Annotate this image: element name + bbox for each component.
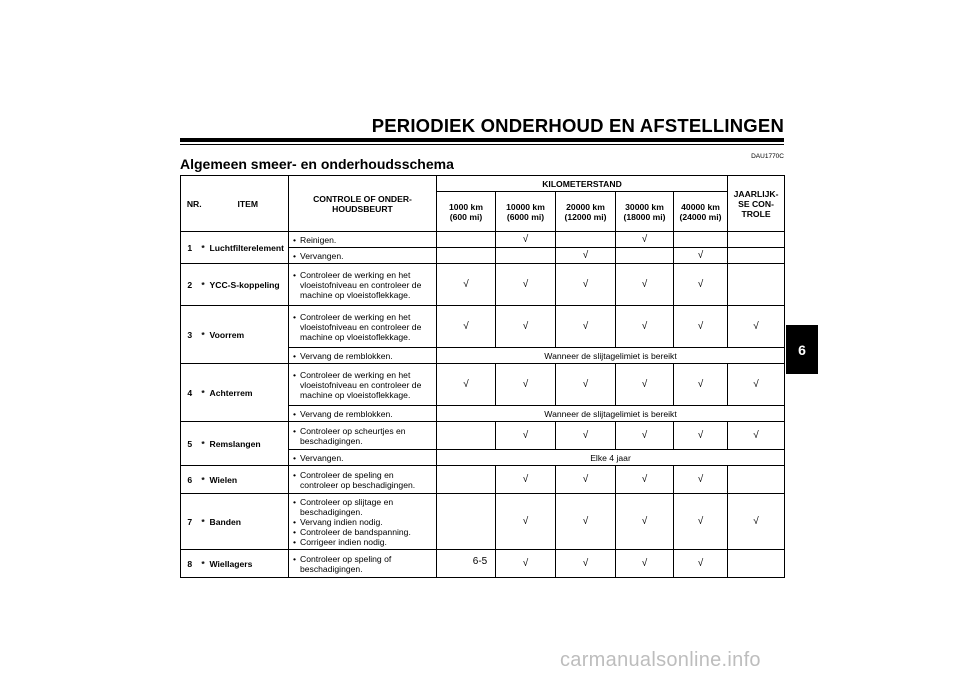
check-mark: √ bbox=[728, 422, 785, 450]
chapter-tab: 6 bbox=[786, 325, 818, 374]
header-rule bbox=[180, 138, 784, 142]
page-number: 6-5 bbox=[472, 556, 488, 567]
maintenance-schedule-table bbox=[180, 175, 785, 578]
control-action: • Vervangen. bbox=[293, 453, 434, 463]
header-control: CONTROLE OF ONDER-HOUDSBEURT bbox=[289, 176, 437, 232]
check-mark: √ bbox=[728, 364, 785, 406]
control-action: • Controleer op scheurtjes en beschadigingen. bbox=[293, 426, 434, 446]
row-number: 8 bbox=[181, 550, 199, 578]
check-mark: √ bbox=[616, 306, 674, 348]
control-action: • Controleer de speling en controleer op beschadigingen. bbox=[293, 470, 434, 490]
row-control bbox=[289, 232, 437, 248]
row-number: 7 bbox=[181, 494, 199, 550]
check-mark: √ bbox=[616, 466, 674, 494]
row-control bbox=[289, 248, 437, 264]
interval-note: Wanneer de slijtagelimiet is bereikt bbox=[437, 406, 785, 422]
row-asterisk: * bbox=[199, 550, 208, 578]
check-mark: √ bbox=[674, 264, 728, 306]
row-asterisk: * bbox=[199, 494, 208, 550]
row-item: Wielen bbox=[208, 466, 289, 494]
row-control bbox=[289, 306, 437, 348]
check-mark: √ bbox=[556, 364, 616, 406]
check-mark: √ bbox=[556, 466, 616, 494]
interval-note: Elke 4 jaar bbox=[437, 450, 785, 466]
control-action: • Reinigen. bbox=[293, 235, 434, 245]
empty-cell bbox=[437, 494, 496, 550]
control-action: • Controleer op slijtage en beschadigingen. bbox=[293, 497, 434, 517]
row-control bbox=[289, 406, 437, 422]
check-mark: √ bbox=[556, 264, 616, 306]
empty-cell bbox=[437, 466, 496, 494]
row-control bbox=[289, 422, 437, 450]
check-mark: √ bbox=[674, 306, 728, 348]
row-control bbox=[289, 348, 437, 364]
check-mark: √ bbox=[616, 494, 674, 550]
header-kilometerstand: KILOMETERSTAND bbox=[437, 176, 728, 192]
row-item: Remslangen bbox=[208, 422, 289, 466]
watermark: carmanualsonline.info bbox=[560, 649, 761, 671]
empty-cell bbox=[437, 248, 496, 264]
check-mark: √ bbox=[496, 264, 556, 306]
row-control bbox=[289, 466, 437, 494]
control-action: • Controleer de werking en het vloeistofniveau en controleer de machine op vloeistoflekkage. bbox=[293, 270, 434, 300]
control-action: • Controleer de werking en het vloeistofniveau en controleer de machine op vloeistoflekkage. bbox=[293, 370, 434, 400]
header-km-20000: 20000 km (12000 mi) bbox=[556, 192, 616, 232]
header-km-30000: 30000 km (18000 mi) bbox=[616, 192, 674, 232]
row-item: Wiellagers bbox=[208, 550, 289, 578]
check-mark: √ bbox=[616, 550, 674, 578]
table-row bbox=[181, 422, 785, 450]
table-row bbox=[181, 306, 785, 348]
table-row bbox=[181, 232, 785, 248]
check-mark: √ bbox=[437, 264, 496, 306]
check-mark: √ bbox=[674, 550, 728, 578]
row-number: 4 bbox=[181, 364, 199, 422]
empty-cell bbox=[728, 264, 785, 306]
row-number: 6 bbox=[181, 466, 199, 494]
check-mark: √ bbox=[496, 306, 556, 348]
check-mark: √ bbox=[674, 466, 728, 494]
row-asterisk: * bbox=[199, 422, 208, 466]
row-asterisk: * bbox=[199, 232, 208, 264]
check-mark: √ bbox=[556, 248, 616, 264]
check-mark: √ bbox=[496, 494, 556, 550]
header-km-10000: 10000 km (6000 mi) bbox=[496, 192, 556, 232]
control-action: • Vervang indien nodig. bbox=[293, 517, 434, 527]
empty-cell bbox=[728, 466, 785, 494]
control-action: • Controleer de bandspanning. bbox=[293, 527, 434, 537]
check-mark: √ bbox=[674, 422, 728, 450]
row-item: Luchtfilterelement bbox=[208, 232, 289, 264]
row-item: YCC-S-koppeling bbox=[208, 264, 289, 306]
row-item: Achterrem bbox=[208, 364, 289, 422]
row-control bbox=[289, 364, 437, 406]
check-mark: √ bbox=[674, 248, 728, 264]
page-header-title: PERIODIEK ONDERHOUD EN AFSTELLINGEN bbox=[371, 115, 784, 136]
empty-cell bbox=[616, 248, 674, 264]
check-mark: √ bbox=[674, 364, 728, 406]
interval-note: Wanneer de slijtagelimiet is bereikt bbox=[437, 348, 785, 364]
row-asterisk: * bbox=[199, 306, 208, 364]
header-km-40000: 40000 km (24000 mi) bbox=[674, 192, 728, 232]
empty-cell bbox=[728, 232, 785, 248]
check-mark: √ bbox=[496, 466, 556, 494]
row-asterisk: * bbox=[199, 466, 208, 494]
empty-cell bbox=[437, 232, 496, 248]
empty-cell bbox=[728, 248, 785, 264]
check-mark: √ bbox=[728, 494, 785, 550]
control-action: • Vervang de remblokken. bbox=[293, 351, 434, 361]
check-mark: √ bbox=[556, 422, 616, 450]
table-row bbox=[181, 264, 785, 306]
check-mark: √ bbox=[616, 264, 674, 306]
check-mark: √ bbox=[674, 494, 728, 550]
table-row bbox=[181, 364, 785, 406]
header-rule-thin bbox=[180, 144, 784, 145]
table-row bbox=[181, 466, 785, 494]
table-row bbox=[181, 494, 785, 550]
check-mark: √ bbox=[556, 550, 616, 578]
header-item: ITEM bbox=[208, 176, 289, 232]
header-nr: NR. bbox=[181, 176, 208, 232]
section-title: Algemeen smeer- en onderhoudsschema bbox=[180, 156, 454, 172]
check-mark: √ bbox=[616, 422, 674, 450]
control-action: • Controleer de werking en het vloeistofniveau en controleer de machine op vloeistoflekkage. bbox=[293, 312, 434, 342]
control-action: • Controleer op speling of beschadigingen. bbox=[293, 554, 434, 574]
header-yearly: JAARLIJK-SE CON-TROLE bbox=[728, 176, 785, 232]
row-control bbox=[289, 550, 437, 578]
check-mark: √ bbox=[496, 550, 556, 578]
control-action: • Vervangen. bbox=[293, 251, 434, 261]
row-control bbox=[289, 264, 437, 306]
check-mark: √ bbox=[616, 364, 674, 406]
check-mark: √ bbox=[496, 422, 556, 450]
control-action: • Vervang de remblokken. bbox=[293, 409, 434, 419]
empty-cell bbox=[556, 232, 616, 248]
row-number: 1 bbox=[181, 232, 199, 264]
row-number: 2 bbox=[181, 264, 199, 306]
header-km-1000: 1000 km (600 mi) bbox=[437, 192, 496, 232]
row-number: 5 bbox=[181, 422, 199, 466]
check-mark: √ bbox=[556, 306, 616, 348]
check-mark: √ bbox=[496, 232, 556, 248]
document-code: DAU1770C bbox=[751, 153, 784, 160]
check-mark: √ bbox=[728, 306, 785, 348]
empty-cell bbox=[728, 550, 785, 578]
check-mark: √ bbox=[437, 306, 496, 348]
control-action: • Corrigeer indien nodig. bbox=[293, 537, 434, 547]
empty-cell bbox=[437, 422, 496, 450]
check-mark: √ bbox=[556, 494, 616, 550]
row-control bbox=[289, 450, 437, 466]
row-item: Banden bbox=[208, 494, 289, 550]
check-mark: √ bbox=[616, 232, 674, 248]
check-mark: √ bbox=[496, 364, 556, 406]
row-control bbox=[289, 494, 437, 550]
row-asterisk: * bbox=[199, 264, 208, 306]
row-item: Voorrem bbox=[208, 306, 289, 364]
row-number: 3 bbox=[181, 306, 199, 364]
check-mark: √ bbox=[437, 364, 496, 406]
empty-cell bbox=[674, 232, 728, 248]
row-asterisk: * bbox=[199, 364, 208, 422]
empty-cell bbox=[496, 248, 556, 264]
